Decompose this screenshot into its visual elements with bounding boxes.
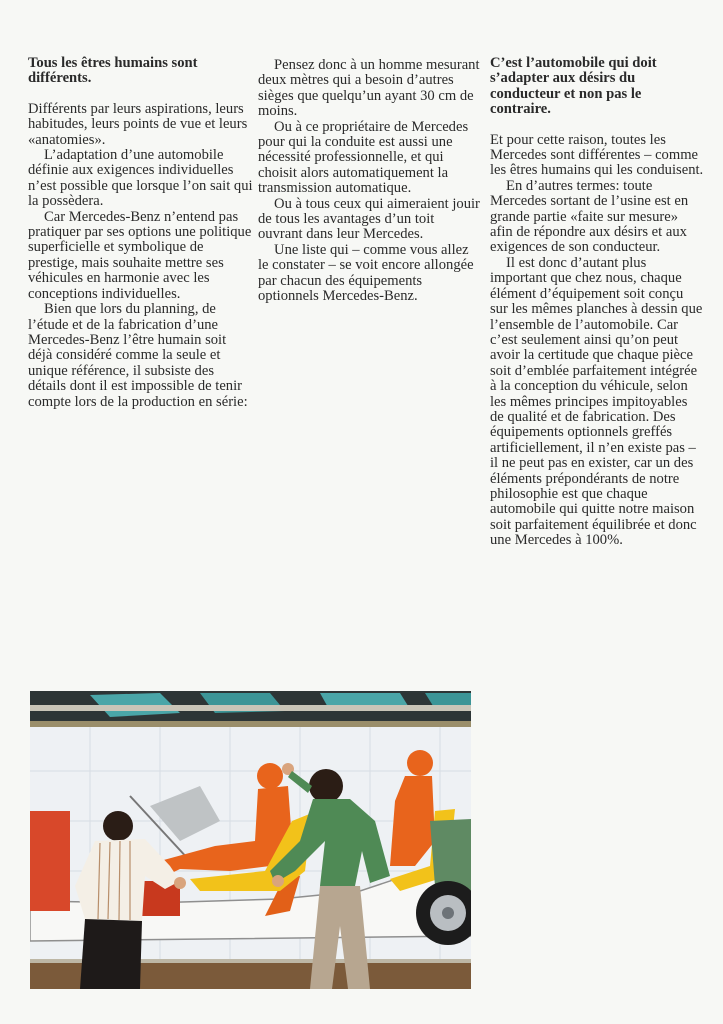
text-column-2 xyxy=(258,58,480,305)
column3-paragraph-2: En d’autres termes: toute Mercedes sortant de l’usine est en grande partie «faite sur mesure» afin de répondre aux désirs et aux exigences de son conducteur. xyxy=(490,177,689,256)
text-column-3 xyxy=(490,56,704,549)
column1-heading: Tous les êtres humains sont différents. xyxy=(28,55,198,87)
column2-paragraph-1: Pensez donc à un homme mesurant deux mètres qui a besoin d’autres sièges que quelqu’un ayant 30 cm de moins. xyxy=(258,57,480,120)
column2-paragraph-2: Ou à ce propriétaire de Mercedes pour qui la conduite est aussi une nécessité professionnelle, et qui choisit alors automatiquement la transmission automatique. xyxy=(258,118,469,197)
column1-paragraph-1: Différents par leurs aspirations, leurs habitudes, leurs points de vue et leurs «anatomies». xyxy=(28,100,248,148)
column1-paragraph-4: Bien que lors du planning, de l’étude et de la fabrication d’une Mercedes-Benz l’être humain soit déjà considéré comme la seule et unique référence, il subsiste des détails dont il est impossible de tenir compte lors de la production en série: xyxy=(28,301,248,410)
column1-paragraph-2: L’adaptation d’une automobile définie aux exigences individuelles n’est possible que lorsque l’on sait qui la possèdera. xyxy=(28,147,253,210)
column3-heading: C’est l’automobile qui doit s’adapter aux désirs du conducteur et non pas le contraire. xyxy=(490,55,657,118)
column3-paragraph-1: Et pour cette raison, toutes les Mercedes sont différentes – comme les êtres humains qui les conduisent. xyxy=(490,131,704,179)
design-studio-photo xyxy=(30,691,471,989)
text-column-1 xyxy=(28,56,253,410)
column2-paragraph-4: Une liste qui – comme vous allez le constater – se voit encore allongée par chacun des équipements optionnels Mercedes-Benz. xyxy=(258,241,474,305)
column3-paragraph-3: Il est donc d’autant plus important que chez nous, chaque élément d’équipement soit conçu sur les mêmes planches à dessin que l’ensemble de l’automobile. Car c’est seulement ainsi qu’on peut avoir la certitude que chaque pièce soit d’emblée parfaitement intégrée à la conception du véhicule, selon les mêmes principes impitoyables de qualité et de fabrication. Des équipements optionnels greffés artificiellement, il n’en existe pas – il ne peut pas en exister, car un des éléments prépondérants de notre philosophie est que chaque automobile qui quitte notre maison soit parfaitement équilibrée et donc une Mercedes à 100%. xyxy=(490,254,703,549)
column1-paragraph-3: Car Mercedes-Benz n’entend pas pratiquer par ses options une politique superficielle et symbolique de prestige, mais souhaite mettre ses véhicules en harmonie avec les conceptions individuelles. xyxy=(28,208,252,302)
column2-paragraph-3: Ou à tous ceux qui aimeraient jouir de tous les avantages d’un toit ouvrant dans leur Mercedes. xyxy=(258,195,480,243)
